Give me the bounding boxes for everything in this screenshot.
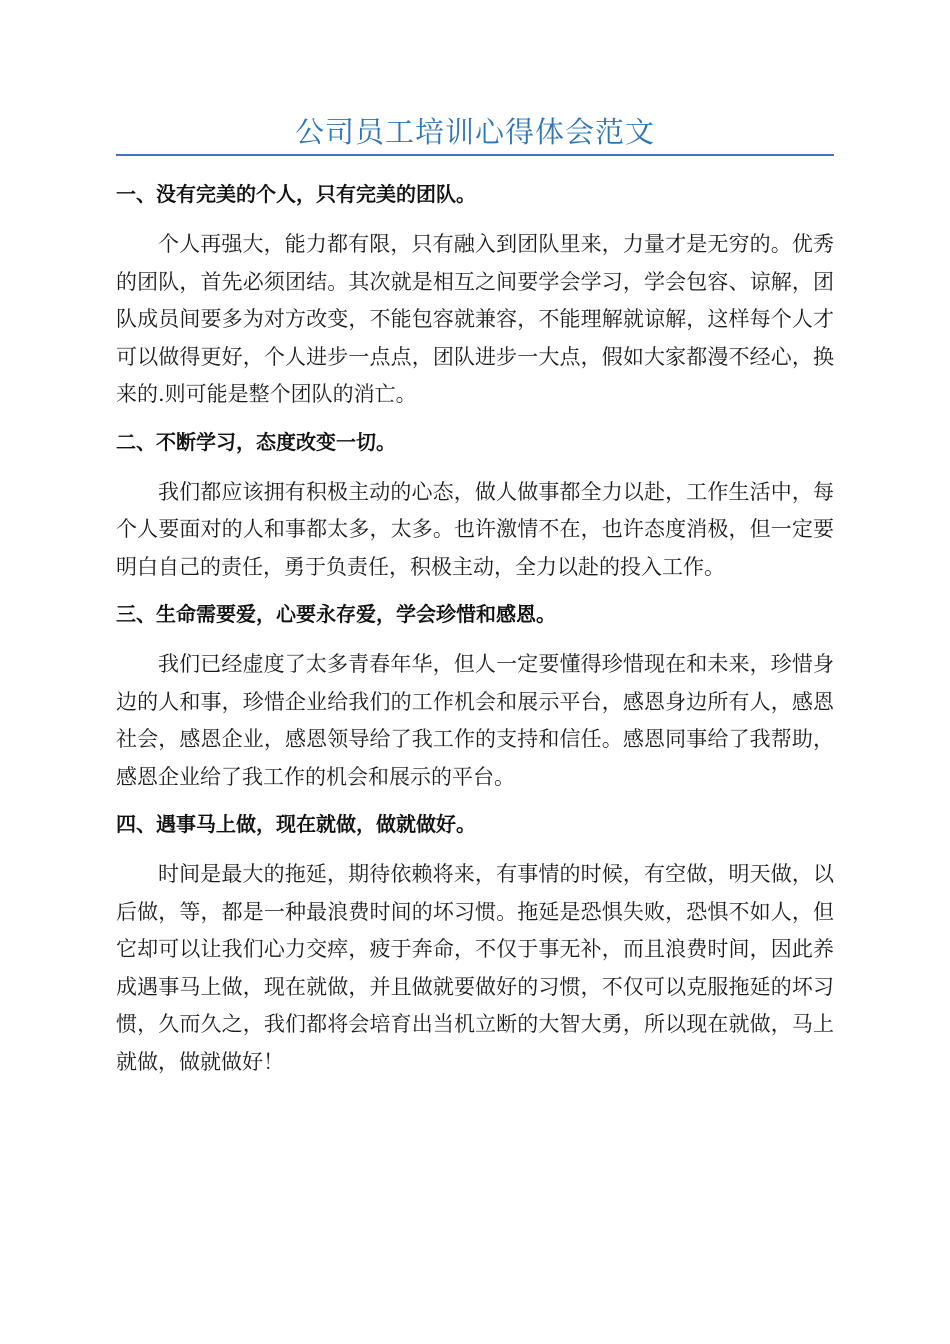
section-3 — [116, 594, 834, 796]
section-heading: 三、生命需要爱，心要永存爱，学会珍惜和感恩。 — [116, 602, 556, 626]
section-paragraph: 我们已经虚度了太多青春年华，但人一定要懂得珍惜现在和未来，珍惜身边的人和事，珍惜企业给我们的工作机会和展示平台，感恩身边所有人，感恩社会，感恩企业，感恩领导给了我工作的支持和信任。感恩同事给了我帮助，感恩企业给了我工作的机会和展示的平台。 — [116, 652, 834, 789]
document-body — [116, 174, 834, 1089]
section-paragraph: 我们都应该拥有积极主动的心态，做人做事都全力以赴，工作生活中，每个人要面对的人和事都太多，太多。也许激情不在，也许态度消极，但一定要明白自己的责任，勇于负责任，积极主动，全力以赴的投入工作。 — [116, 479, 834, 579]
section-heading: 四、遇事马上做，现在就做，做就做好。 — [116, 812, 476, 836]
section-4 — [116, 804, 834, 1081]
section-paragraph: 时间是最大的拖延，期待依赖将来，有事情的时候，有空做，明天做，以后做，等，都是一种最浪费时间的坏习惯。拖延是恐惧失败，恐惧不如人，但它却可以让我们心力交瘁，疲于奔命，不仅于事无补，而且浪费时间，因此养成遇事马上做，现在就做，并且做就要做好的习惯，不仅可以克服拖延的坏习惯，久而久之，我们都将会培育出当机立断的大智大勇，所以现在就做，马上就做，做就做好！ — [116, 862, 834, 1074]
section-heading: 一、没有完美的个人，只有完美的团队。 — [116, 182, 476, 206]
document-title: 公司员工培训心得体会范文 — [294, 115, 655, 149]
section-paragraph: 个人再强大，能力都有限，只有融入到团队里来，力量才是无穷的。优秀的团队，首先必须团结。其次就是相互之间要学会学习，学会包容、谅解，团队成员间要多为对方改变，不能包容就兼容，不能理解就谅解，这样每个人才可以做得更好，个人进步一点点，团队进步一大点，假如大家都漫不经心，换来的.则可能是整个团队的消亡。 — [116, 232, 834, 406]
section-heading: 二、不断学习，态度改变一切。 — [116, 429, 396, 454]
title-underline — [116, 154, 834, 156]
section-1 — [116, 174, 834, 414]
section-2 — [116, 422, 834, 587]
